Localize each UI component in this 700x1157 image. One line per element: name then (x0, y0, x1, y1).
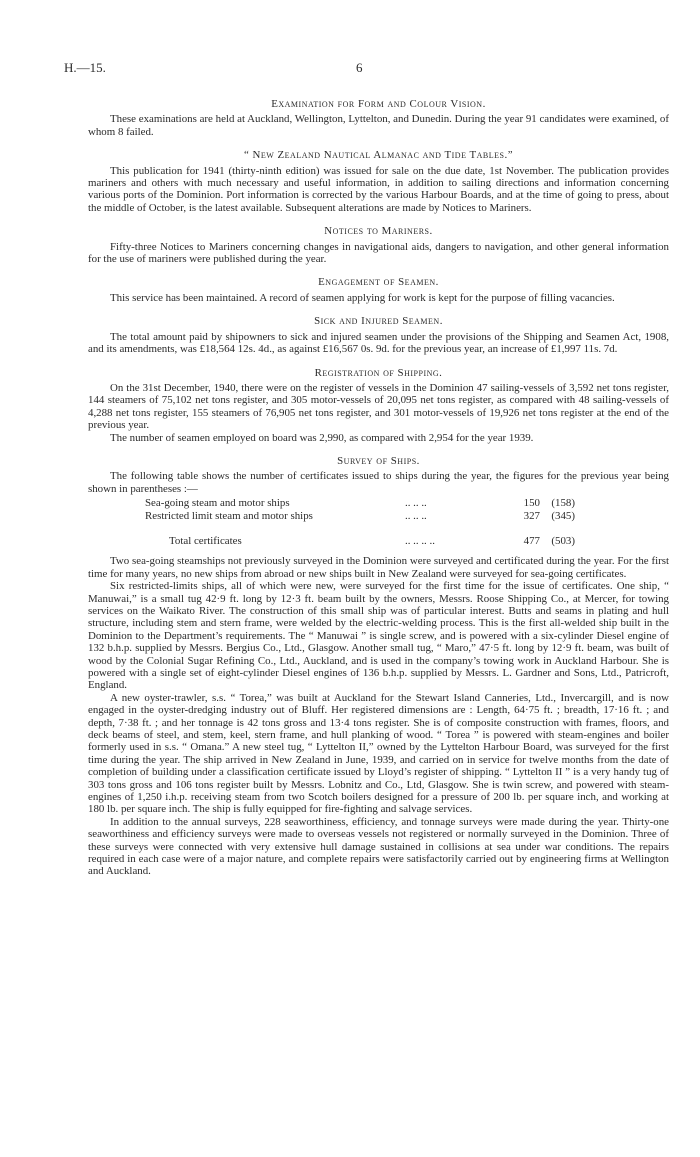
section-heading: “ New Zealand Nautical Almanac and Tide Tables.” (243, 149, 514, 162)
paragraph: This publication for 1941 (thirty-ninth edition) was issued for sale on the due date, 1st November. The publication provides mariners and others with much necessary and useful information, in addition to sailing directions and information concerning various ports of the Dominion. Port information is corrected by the various Harbour Boards, and at the time of going to press, about the middle of October, is the latest available. Subsequent alterations are made by Notices to Mariners. (88, 164, 669, 214)
paragraph: These examinations are held at Auckland, Wellington, Lyttelton, and Dunedin. During the year 91 candidates were examined, of whom 8 failed. (88, 113, 669, 138)
section-heading: Survey of Ships. (337, 454, 420, 467)
paragraph: The following table shows the number of certificates issued to ships during the year, the figures for the previous year being shown in parentheses :— (88, 470, 669, 495)
paragraph: Two sea-going steamships not previously surveyed in the Dominion were surveyed and certificated during the year. For the first time for many years, no new ships from abroad or new ships built in New Zealand were surveyed for sea-going certificates. (88, 555, 669, 580)
section-heading: Notices to Mariners. (324, 225, 433, 238)
previous-year-count: (158) (551, 497, 575, 510)
section-registration-of-shipping (88, 367, 669, 444)
table-row (145, 510, 575, 522)
table-total-row (169, 535, 575, 547)
leader-dots: .. .. .. .. (405, 534, 435, 547)
certificate-count: 327 (523, 509, 540, 522)
leader-dots: .. .. .. (405, 497, 427, 510)
previous-year-count: (345) (551, 509, 575, 522)
section-form-colour-vision (88, 98, 669, 138)
section-notices-to-mariners (88, 225, 669, 265)
page-number: 6 (356, 60, 363, 75)
section-heading: Examination for Form and Colour Vision. (271, 98, 486, 110)
paragraph: The number of seamen employed on board was 2,990, as compared with 2,954 for the year 1939. (110, 431, 534, 444)
section-heading: Sick and Injured Seamen. (314, 315, 443, 328)
table-row (145, 497, 575, 509)
document-reference: H.—15. (64, 60, 106, 75)
paragraph: Six restricted-limits ships, all of which were new, were surveyed for the first time for the issue of certificates. One ship, “ Manuwai,” is a small tug 42·9 ft. long by 12·3 ft. beam built by the owners, Messrs. Roose Shipping Co., at Mercer, for towing services on the Waikato River. The construction of this small ship was of particular interest. Butts and seams in plating and hull structure, including stem and stern frame, were welded by the electric-welding process. This is the first all-welded ship built in the Dominion to the Department’s requirements. The “ Manuwai ” is single screw, and is powered with a six-cylinder Diesel engine of 132 b.h.p. supplied by Messrs. Bergius Co., Ltd., Glasgow. Another small tug, “ Maro,” 47·5 ft. long by 12·9 ft. beam, was built of wood by the Colonial Sugar Refining Co., Ltd., Auckland, and is used in the company’s towing work in Auckland Harbour. She is powered with a single set of eight-cylinder Diesel engines of 136 b.h.p. supplied by Messrs. L. Gardner and Sons, Ltd., Patricroft, England. (88, 580, 669, 692)
total-count: 477 (523, 534, 540, 547)
section-nautical-almanac (88, 149, 669, 214)
row-label: Restricted limit steam and motor ships (145, 509, 313, 522)
section-heading: Engagement of Seamen. (318, 276, 439, 289)
section-survey-of-ships (88, 455, 669, 878)
paragraph: In addition to the annual surveys, 228 seaworthiness, efficiency, and tonnage surveys were made during the year. Thirty-one seaworthiness and efficiency surveys were made to overseas vessels not registered or normally surveyed in the Dominion. Three of these surveys were connected with very extensive hull damage sustained in collisions at sea under war conditions. The repairs required in each case were of a major nature, and complete repairs were satisfactorily carried out by engineering firms at Wellington and Auckland. (88, 815, 669, 878)
paragraph: A new oyster-trawler, s.s. “ Torea,” was built at Auckland for the Stewart Island Canneries, Ltd., Invercargill, and is now engaged in the oyster-dredging industry out of Bluff. Her registered dimensions are : Length, 64·75 ft. ; breadth, 17·16 ft. ; and depth, 7·38 ft. ; and her tonnage is 42 tons gross and 13·4 tons register. She is of composite construction with frames, floors, and deck beams of steel, and stem, keel, stern frame, and hull planking of wood. “ Torea ” is powered with steam-engines and boiler formerly used in s.s. “ Omana.” A new steel tug, “ Lyttelton II,” owned by the Lyttelton Harbour Board, was surveyed for the first time during the year. The ship arrived in New Zealand in June, 1939, and carried on in service for twelve months from the date of completion of building under a classification certificate issued by Lloyd’s register of shipping. “ Lyttelton II ” is a very handy tug of 303 tons gross and 106 tons register built by Messrs. Lobnitz and Co., Ltd, Glasgow. She is twin screw, and powered with steam-engines of 1,250 i.h.p. receiving steam from two Scotch boilers designed for a pressure of 200 lb. per square inch, and working at 180 lb. per square inch. The ship is fully equipped for fire-fighting and salvage services. (88, 691, 669, 816)
section-engagement-of-seamen (88, 276, 669, 304)
row-label: Sea-going steam and motor ships (145, 497, 290, 510)
paragraph: Fifty-three Notices to Mariners concerning changes in navigational aids, dangers to navigation, and other general information for the use of mariners were published during the year. (88, 240, 669, 266)
section-heading: Registration of Shipping. (314, 366, 443, 379)
document-body (88, 98, 669, 889)
paragraph: On the 31st December, 1940, there were on the register of vessels in the Dominion 47 sailing-vessels of 3,592 net tons register, 144 steamers of 75,102 net tons register, and 305 motor-vessels of 20,095 net tons register, as compared with 48 sailing-vessels of 4,288 net tons register, 155 steamers of 76,905 net tons register, and 301 motor-vessels of 19,926 net tons register at the end of the previous year. (88, 381, 669, 432)
leader-dots: .. .. .. (405, 509, 427, 522)
paragraph: The total amount paid by shipowners to sick and injured seamen under the provisions of the Shipping and Seamen Act, 1908, and its amendments, was £18,564 12s. 4d., as against £16,567 0s. 9d. for the previous year, an increase of £1,997 11s. 7d. (88, 330, 669, 356)
page-header (64, 62, 668, 76)
total-label: Total certificates (169, 534, 242, 547)
previous-year-total: (503) (551, 534, 575, 547)
certificate-count: 150 (523, 497, 540, 510)
section-sick-injured-seamen (88, 315, 669, 355)
paragraph: This service has been maintained. A record of seamen applying for work is kept for the purpose of filling vacancies. (110, 291, 615, 304)
certificates-table (145, 497, 575, 547)
